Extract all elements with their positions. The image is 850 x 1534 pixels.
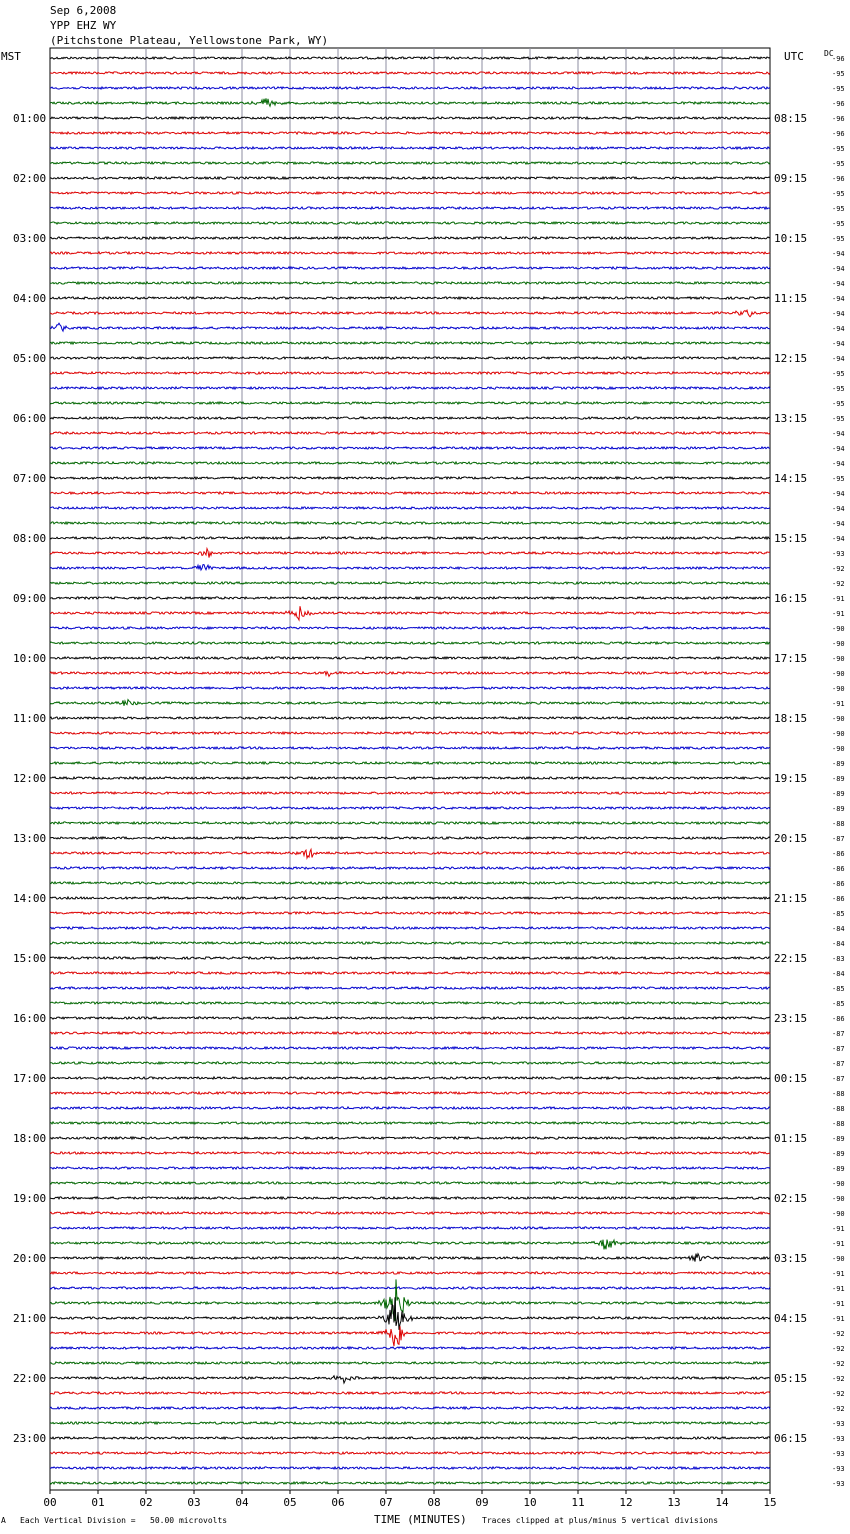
- trace-row-68: [50, 1077, 770, 1079]
- clip-note: Traces clipped at plus/minus 5 vertical divisions: [482, 1516, 719, 1525]
- dc-offset-label: -95: [832, 70, 845, 78]
- x-tick-label: 14: [715, 1496, 729, 1509]
- trace-row-42: [50, 687, 770, 689]
- trace-row-36: [50, 597, 770, 599]
- dc-offset-label: -88: [832, 1120, 845, 1128]
- utc-hour-label: 13:15: [774, 412, 808, 425]
- dc-offset-label: -96: [832, 175, 845, 183]
- trace-row-20: [50, 357, 770, 359]
- dc-offset-label: -95: [832, 145, 845, 153]
- trace-row-10: [50, 207, 770, 209]
- trace-row-38: [50, 627, 770, 629]
- dc-offset-label: -87: [832, 1045, 845, 1053]
- mst-hour-label: 09:00: [13, 592, 47, 605]
- dc-offset-label: -92: [832, 565, 845, 573]
- trace-row-80: [50, 1254, 770, 1262]
- trace-row-27: [50, 462, 770, 464]
- utc-hour-label: 22:15: [774, 952, 808, 965]
- mst-hour-label: 13:00: [13, 832, 47, 845]
- dc-offset-label: -96: [832, 115, 845, 123]
- x-tick-label: 11: [571, 1496, 585, 1509]
- trace-row-47: [50, 762, 770, 764]
- trace-row-41: [50, 672, 770, 677]
- trace-row-3: [50, 98, 770, 106]
- trace-row-57: [50, 912, 770, 914]
- trace-row-92: [50, 1437, 770, 1439]
- dc-offset-label: -92: [832, 1390, 845, 1398]
- trace-row-63: [50, 1002, 770, 1004]
- trace-row-34: [50, 565, 770, 570]
- dc-offset-label: -90: [832, 625, 845, 633]
- dc-offset-label: -94: [832, 280, 845, 288]
- dc-offset-label: -91: [832, 1300, 845, 1308]
- dc-offset-label: -95: [832, 205, 845, 213]
- trace-row-85: [50, 1326, 770, 1346]
- x-tick-label: 10: [523, 1496, 537, 1509]
- dc-offset-label: -90: [832, 640, 845, 648]
- dc-offset-label: -89: [832, 1150, 845, 1158]
- trace-row-66: [50, 1047, 770, 1049]
- dc-offset-label: -86: [832, 850, 845, 858]
- trace-row-45: [50, 732, 770, 734]
- utc-hour-label: 02:15: [774, 1192, 808, 1205]
- dc-offset-label: -91: [832, 1285, 845, 1293]
- x-tick-label: 06: [331, 1496, 345, 1509]
- trace-row-24: [50, 417, 770, 419]
- dc-offset-label: -88: [832, 820, 845, 828]
- dc-offset-label: -90: [832, 655, 845, 663]
- dc-offset-label: -93: [832, 1420, 845, 1428]
- dc-offset-label: -87: [832, 1060, 845, 1068]
- dc-offset-label: -90: [832, 715, 845, 723]
- mst-hour-label: 23:00: [13, 1432, 47, 1445]
- dc-offset-label: -92: [832, 1360, 845, 1368]
- trace-row-4: [50, 117, 770, 119]
- trace-row-81: [50, 1272, 770, 1274]
- mst-hour-label: 10:00: [13, 652, 47, 665]
- mst-hour-label: 16:00: [13, 1012, 47, 1025]
- x-tick-label: 15: [763, 1496, 777, 1509]
- x-tick-label: 07: [379, 1496, 393, 1509]
- dc-offset-label: -88: [832, 1105, 845, 1113]
- trace-row-79: [50, 1240, 770, 1250]
- station-label: YPP EHZ WY: [50, 19, 117, 32]
- dc-offset-label: -90: [832, 730, 845, 738]
- trace-row-71: [50, 1122, 770, 1124]
- trace-row-16: [50, 297, 770, 299]
- mst-hour-label: 22:00: [13, 1372, 47, 1385]
- dc-offset-label: -86: [832, 865, 845, 873]
- dc-offset-label: -96: [832, 100, 845, 108]
- trace-row-53: [50, 849, 770, 858]
- dc-offset-label: -92: [832, 1375, 845, 1383]
- dc-offset-label: -94: [832, 310, 845, 318]
- dc-offset-label: -86: [832, 1015, 845, 1023]
- trace-row-88: [50, 1376, 770, 1383]
- dc-offset-label: -91: [832, 1240, 845, 1248]
- dc-offset-label: -94: [832, 340, 845, 348]
- dc-offset-label: -95: [832, 415, 845, 423]
- utc-hour-label: 18:15: [774, 712, 808, 725]
- trace-row-32: [50, 537, 770, 539]
- trace-row-56: [50, 897, 770, 899]
- trace-row-31: [50, 522, 770, 524]
- dc-offset-label: -89: [832, 760, 845, 768]
- trace-row-9: [50, 192, 770, 194]
- trace-row-29: [50, 492, 770, 494]
- dc-offset-label: -89: [832, 790, 845, 798]
- mst-hour-label: 02:00: [13, 172, 47, 185]
- dc-offset-label: -92: [832, 1330, 845, 1338]
- utc-hour-label: 10:15: [774, 232, 808, 245]
- dc-offset-label: -87: [832, 835, 845, 843]
- trace-row-74: [50, 1167, 770, 1169]
- trace-row-78: [50, 1227, 770, 1229]
- dc-offset-label: -95: [832, 190, 845, 198]
- dc-offset-label: -95: [832, 160, 845, 168]
- dc-offset-label: -91: [832, 1225, 845, 1233]
- trace-row-67: [50, 1062, 770, 1064]
- dc-offset-label: -95: [832, 475, 845, 483]
- trace-row-84: [50, 1297, 770, 1330]
- trace-row-75: [50, 1182, 770, 1184]
- trace-row-6: [50, 147, 770, 149]
- trace-row-23: [50, 402, 770, 404]
- trace-row-90: [50, 1407, 770, 1409]
- dc-offset-label: -84: [832, 940, 845, 948]
- dc-offset-label: -94: [832, 265, 845, 273]
- mst-hour-label: 05:00: [13, 352, 47, 365]
- trace-row-25: [50, 432, 770, 434]
- trace-row-43: [50, 700, 770, 706]
- trace-row-89: [50, 1392, 770, 1394]
- trace-row-61: [50, 972, 770, 974]
- trace-row-70: [50, 1107, 770, 1109]
- trace-row-51: [50, 822, 770, 824]
- trace-row-1: [50, 72, 770, 74]
- dc-offset-label: -94: [832, 460, 845, 468]
- dc-offset-label: -94: [832, 250, 845, 258]
- trace-row-65: [50, 1032, 770, 1034]
- trace-row-12: [50, 237, 770, 239]
- mst-hour-label: 18:00: [13, 1132, 47, 1145]
- utc-hour-label: 03:15: [774, 1252, 808, 1265]
- trace-row-91: [50, 1422, 770, 1424]
- trace-row-52: [50, 837, 770, 839]
- x-tick-label: 09: [475, 1496, 489, 1509]
- trace-row-82: [50, 1287, 770, 1289]
- mst-hour-label: 01:00: [13, 112, 47, 125]
- trace-row-46: [50, 747, 770, 749]
- mst-hour-label: 04:00: [13, 292, 47, 305]
- trace-row-11: [50, 222, 770, 224]
- dc-offset-label: -88: [832, 1090, 845, 1098]
- dc-offset-label: -95: [832, 235, 845, 243]
- x-tick-label: 02: [139, 1496, 153, 1509]
- dc-offset-label: -91: [832, 610, 845, 618]
- trace-row-77: [50, 1212, 770, 1214]
- dc-offset-label: -90: [832, 670, 845, 678]
- dc-offset-label: -93: [832, 550, 845, 558]
- dc-offset-label: -90: [832, 745, 845, 753]
- trace-row-69: [50, 1092, 770, 1094]
- trace-row-55: [50, 882, 770, 884]
- utc-hour-label: 12:15: [774, 352, 808, 365]
- x-tick-label: 01: [91, 1496, 105, 1509]
- utc-hour-label: 05:15: [774, 1372, 808, 1385]
- utc-hour-label: 14:15: [774, 472, 808, 485]
- trace-row-95: [50, 1482, 770, 1484]
- trace-row-86: [50, 1347, 770, 1349]
- utc-hour-label: 16:15: [774, 592, 808, 605]
- x-tick-label: 03: [187, 1496, 201, 1509]
- utc-hour-label: 23:15: [774, 1012, 808, 1025]
- dc-offset-label: -96: [832, 130, 845, 138]
- trace-row-30: [50, 507, 770, 509]
- dc-offset-label: -93: [832, 1480, 845, 1488]
- mst-hour-label: 11:00: [13, 712, 47, 725]
- dc-offset-label: -92: [832, 1345, 845, 1353]
- dc-offset-label: -86: [832, 880, 845, 888]
- x-tick-label: 13: [667, 1496, 681, 1509]
- mst-hour-label: 17:00: [13, 1072, 47, 1085]
- dc-offset-label: -94: [832, 535, 845, 543]
- dc-offset-label: -90: [832, 685, 845, 693]
- trace-row-49: [50, 792, 770, 794]
- trace-row-7: [50, 162, 770, 164]
- trace-row-19: [50, 342, 770, 344]
- dc-offset-label: -91: [832, 595, 845, 603]
- dc-offset-label: -95: [832, 370, 845, 378]
- mst-hour-label: 06:00: [13, 412, 47, 425]
- trace-row-8: [50, 177, 770, 179]
- dc-offset-label: -93: [832, 1435, 845, 1443]
- dc-offset-label: -94: [832, 505, 845, 513]
- x-tick-label: 12: [619, 1496, 633, 1509]
- utc-hour-label: 00:15: [774, 1072, 808, 1085]
- dc-offset-label: -85: [832, 985, 845, 993]
- x-tick-label: 05: [283, 1496, 297, 1509]
- dc-offset-label: -90: [832, 1195, 845, 1203]
- mst-hour-label: 03:00: [13, 232, 47, 245]
- dc-offset-label: -90: [832, 1210, 845, 1218]
- division-note: Each Vertical Division = 50.00 microvolts: [20, 1516, 228, 1525]
- dc-offset-label: -87: [832, 1030, 845, 1038]
- trace-row-15: [50, 282, 770, 284]
- trace-row-64: [50, 1017, 770, 1019]
- x-axis-title: TIME (MINUTES): [374, 1513, 467, 1526]
- trace-row-62: [50, 987, 770, 989]
- trace-row-72: [50, 1137, 770, 1139]
- dc-offset-label: -94: [832, 445, 845, 453]
- trace-row-76: [50, 1197, 770, 1199]
- utc-hour-label: 01:15: [774, 1132, 808, 1145]
- dc-offset-label: -94: [832, 355, 845, 363]
- utc-hour-label: 15:15: [774, 532, 808, 545]
- trace-row-54: [50, 867, 770, 869]
- dc-offset-label: -90: [832, 1180, 845, 1188]
- dc-offset-label: -86: [832, 895, 845, 903]
- utc-hour-label: 20:15: [774, 832, 808, 845]
- dc-offset-label: -94: [832, 520, 845, 528]
- trace-row-13: [50, 252, 770, 254]
- mst-hour-label: 20:00: [13, 1252, 47, 1265]
- trace-row-44: [50, 717, 770, 719]
- trace-row-59: [50, 942, 770, 944]
- dc-offset-label: -89: [832, 805, 845, 813]
- mst-hour-label: 08:00: [13, 532, 47, 545]
- dc-offset-label: -84: [832, 970, 845, 978]
- dc-offset-label: -89: [832, 1135, 845, 1143]
- utc-hour-label: 19:15: [774, 772, 808, 785]
- trace-row-5: [50, 132, 770, 134]
- dc-offset-label: -93: [832, 1450, 845, 1458]
- trace-row-14: [50, 267, 770, 269]
- mst-axis-label: MST: [1, 50, 21, 63]
- dc-offset-label: -92: [832, 1405, 845, 1413]
- trace-row-0: [50, 57, 770, 59]
- dc-offset-label: -84: [832, 925, 845, 933]
- dc-offset-label: -83: [832, 955, 845, 963]
- trace-row-33: [50, 549, 770, 558]
- mst-hour-label: 19:00: [13, 1192, 47, 1205]
- trace-row-50: [50, 807, 770, 809]
- utc-hour-label: 04:15: [774, 1312, 808, 1325]
- trace-row-18: [50, 323, 770, 331]
- x-tick-label: 08: [427, 1496, 441, 1509]
- trace-row-48: [50, 777, 770, 779]
- trace-row-58: [50, 927, 770, 929]
- trace-row-37: [50, 606, 770, 620]
- trace-row-60: [50, 957, 770, 959]
- utc-hour-label: 06:15: [774, 1432, 808, 1445]
- dc-offset-label: -94: [832, 295, 845, 303]
- dc-offset-label: -91: [832, 1270, 845, 1278]
- trace-row-94: [50, 1467, 770, 1469]
- utc-hour-label: 17:15: [774, 652, 808, 665]
- dc-offset-label: -85: [832, 910, 845, 918]
- utc-axis-label: UTC: [784, 50, 804, 63]
- date-label: Sep 6,2008: [50, 4, 117, 17]
- dc-offset-label: -89: [832, 1165, 845, 1173]
- trace-row-83: [50, 1279, 770, 1320]
- trace-row-22: [50, 387, 770, 389]
- dc-offset-label: -95: [832, 220, 845, 228]
- trace-row-17: [50, 310, 770, 317]
- dc-offset-label: -94: [832, 430, 845, 438]
- mst-hour-label: 12:00: [13, 772, 47, 785]
- trace-row-87: [50, 1362, 770, 1364]
- utc-hour-label: 08:15: [774, 112, 808, 125]
- trace-row-39: [50, 642, 770, 644]
- dc-axis-label: DC: [824, 49, 834, 58]
- utc-hour-label: 09:15: [774, 172, 808, 185]
- dc-offset-label: -96: [832, 55, 845, 63]
- dc-offset-label: -94: [832, 490, 845, 498]
- dc-offset-label: -85: [832, 1000, 845, 1008]
- trace-row-26: [50, 447, 770, 449]
- trace-row-73: [50, 1152, 770, 1154]
- dc-offset-label: -91: [832, 700, 845, 708]
- dc-offset-label: -89: [832, 775, 845, 783]
- dc-offset-label: -87: [832, 1075, 845, 1083]
- utc-hour-label: 21:15: [774, 892, 808, 905]
- dc-offset-label: -93: [832, 1465, 845, 1473]
- trace-row-21: [50, 372, 770, 374]
- utc-hour-label: 11:15: [774, 292, 808, 305]
- trace-row-93: [50, 1452, 770, 1454]
- x-tick-label: 00: [43, 1496, 57, 1509]
- dc-offset-label: -94: [832, 325, 845, 333]
- dc-offset-label: -90: [832, 1255, 845, 1263]
- location-label: (Pitchstone Plateau, Yellowstone Park, WY): [50, 34, 329, 47]
- footer-mark: A: [1, 1516, 6, 1525]
- trace-row-40: [50, 657, 770, 659]
- dc-offset-label: -95: [832, 385, 845, 393]
- dc-offset-label: -91: [832, 1315, 845, 1323]
- dc-offset-label: -92: [832, 580, 845, 588]
- mst-hour-label: 14:00: [13, 892, 47, 905]
- trace-row-35: [50, 582, 770, 584]
- x-tick-label: 04: [235, 1496, 249, 1509]
- mst-hour-label: 15:00: [13, 952, 47, 965]
- trace-row-28: [50, 477, 770, 479]
- mst-hour-label: 21:00: [13, 1312, 47, 1325]
- dc-offset-label: -95: [832, 400, 845, 408]
- mst-hour-label: 07:00: [13, 472, 47, 485]
- dc-offset-label: -95: [832, 85, 845, 93]
- trace-row-2: [50, 87, 770, 89]
